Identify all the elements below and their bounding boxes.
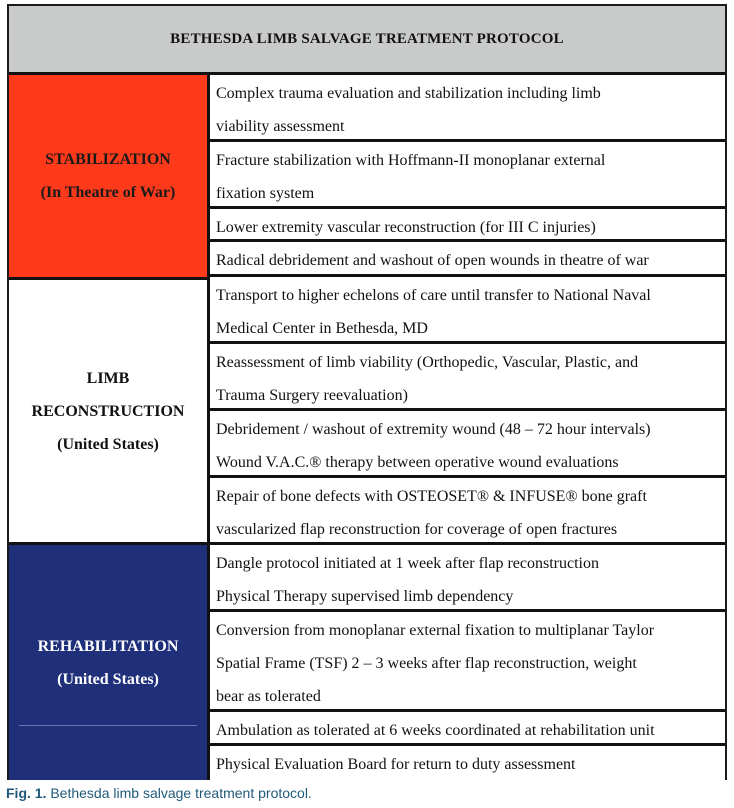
table-row [207, 209, 725, 242]
row-line: Debridement / washout of extremity wound (48 – 72 hour intervals) [216, 421, 651, 438]
row-line: Reassessment of limb viability (Orthopedic, Vascular, Plastic, and [216, 354, 639, 371]
row-line: Radical debridement and washout of open wounds in theatre of war [216, 252, 649, 269]
row-line: Dangle protocol initiated at 1 week after flap reconstruction [216, 555, 599, 572]
figure-caption-text: Bethesda limb salvage treatment protocol. [50, 785, 312, 801]
row-line: fixation system [216, 185, 315, 202]
table-row [207, 712, 725, 746]
row-line: Spatial Frame (TSF) 2 – 3 weeks after flap reconstruction, weight [216, 655, 637, 672]
section-rehabilitation [9, 545, 207, 780]
section-divider [19, 725, 197, 726]
table-row [207, 344, 725, 411]
section-recon-line-3: (United States) [57, 435, 159, 453]
table-row [207, 75, 725, 142]
figure-label: Fig. 1. [6, 785, 47, 801]
section-rehab-line-1: REHABILITATION [37, 637, 179, 655]
row-line: Physical Therapy supervised limb dependency [216, 588, 514, 605]
row-line: Medical Center in Bethesda, MD [216, 320, 428, 337]
section-stabilization [9, 75, 207, 277]
section-rehab-line-2: (United States) [57, 670, 159, 688]
protocol-table [7, 4, 727, 780]
row-line: Fracture stabilization with Hoffmann-II monoplanar external [216, 152, 606, 169]
section-stabilization-line-1: STABILIZATION [45, 151, 171, 168]
table-row [207, 242, 725, 277]
row-line: Ambulation as tolerated at 6 weeks coordinated at rehabilitation unit [216, 722, 655, 739]
section-stabilization-line-2: (In Theatre of War) [40, 184, 176, 201]
figure-caption [6, 785, 312, 801]
row-line: Physical Evaluation Board for return to duty assessment [216, 756, 576, 773]
table-row [207, 411, 725, 478]
table-row [207, 277, 725, 344]
row-line: Transport to higher echelons of care until transfer to National Naval [216, 287, 651, 304]
row-line: bear as tolerated [216, 688, 321, 705]
table-row [207, 545, 725, 612]
table-title: BETHESDA LIMB SALVAGE TREATMENT PROTOCOL [9, 6, 725, 75]
row-line: Complex trauma evaluation and stabilization including limb [216, 85, 601, 102]
row-line: Conversion from monoplanar external fixation to multiplanar Taylor [216, 622, 655, 639]
section-recon-line-2: RECONSTRUCTION [31, 402, 185, 420]
row-line: Lower extremity vascular reconstruction (for III C injuries) [216, 219, 596, 236]
table-row [207, 478, 725, 545]
row-line: Trauma Surgery reevaluation) [216, 387, 408, 404]
protocol-steps [207, 75, 725, 780]
section-recon-line-1: LIMB [86, 369, 130, 387]
row-line: vascularized flap reconstruction for coverage of open fractures [216, 521, 618, 538]
table-row [207, 746, 725, 780]
table-row [207, 612, 725, 712]
row-line: viability assessment [216, 118, 345, 135]
row-line: Repair of bone defects with OSTEOSET® & INFUSE® bone graft [216, 488, 647, 505]
row-line: Wound V.A.C.® therapy between operative wound evaluations [216, 454, 619, 471]
table-row [207, 142, 725, 209]
section-limb-reconstruction [9, 277, 207, 545]
